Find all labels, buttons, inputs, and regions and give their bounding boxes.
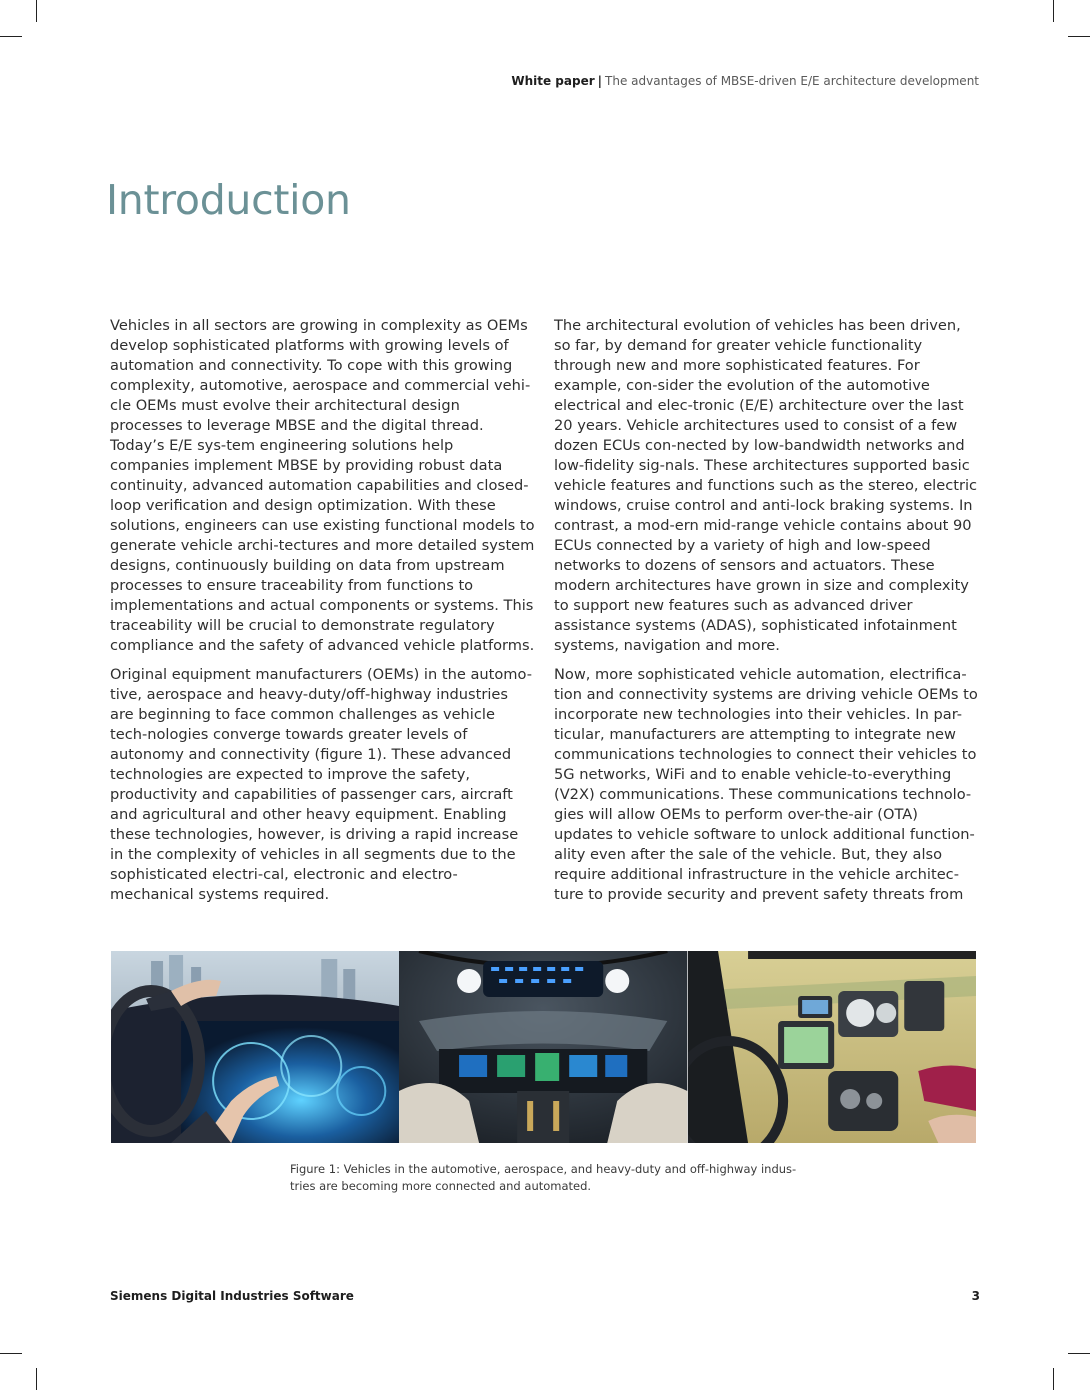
paragraph: The architectural evolution of vehicles has been driven, so far, by demand for greater vehicle functionality through new and more sophisticated features. For example, con-sider the evolution of the automotive electrical and elec-tronic (E/E) architecture over the last 20 years. Vehicle architectures used to consist of a few dozen ECUs con-nected by low-bandwidth networks and low-fidelity sig-nals. These architectures supported basic vehicle features and functions such as the stereo, electric windows, cruise control and anti-lock braking systems. In contrast, a mod-ern mid-range vehicle contains about 90 ECUs connected by a variety of high and low-speed networks to dozens of sensors and actuators. These modern architectures have grown in size and complexity to support new features such as advanced driver assistance systems (ADAS), sophisticated infotainment systems, navigation and more. — [554, 317, 978, 654]
text-column-left — [110, 316, 536, 914]
crop-mark — [1053, 1368, 1054, 1390]
doc-title: The advantages of MBSE-driven E/E architecture development — [605, 74, 979, 88]
crop-mark — [1068, 1353, 1090, 1354]
paragraph: Now, more sophisticated vehicle automation, electrifica-tion and connectivity systems are driving vehicle OEMs to incorporate new technologies into their vehicles. In par-ticular, manufacturers are attempting to integrate new communications technologies to connect their vehicles to 5G networks, WiFi and to enable vehicle-to-everything (V2X) communications. These communications technolo-gies will allow OEMs to perform over-the-air (OTA) updates to vehicle software to unlock additional function-ality even after the sale of the vehicle. But, they also require additional infrastructure in the vehicle architec-ture to provide security and prevent safety threats from — [554, 666, 978, 903]
tractor-cab-photo — [688, 951, 976, 1143]
car-interior-photo — [111, 951, 399, 1143]
footer-company: Siemens Digital Industries Software — [110, 1289, 354, 1303]
page-number: 3 — [971, 1289, 980, 1303]
figure-caption: Figure 1: Vehicles in the automotive, aerospace, and heavy-duty and off-highway indus-tries are becoming more connected and automated. — [290, 1162, 797, 1193]
crop-mark — [36, 0, 37, 22]
page-title: Introduction — [106, 176, 351, 224]
doc-type: White paper — [511, 74, 595, 88]
running-header — [511, 74, 979, 88]
aircraft-cockpit-photo — [399, 951, 687, 1143]
crop-mark — [1068, 36, 1090, 37]
text-column-right — [554, 316, 980, 914]
figure-1 — [111, 951, 976, 1143]
paragraph: Vehicles in all sectors are growing in complexity as OEMs develop sophisticated platforms with growing levels of automation and connectivity. To cope with this growing complexity, automotive, aerospace and commercial vehi-cle OEMs must evolve their architectural design processes to leverage MBSE and the digital thread. Today’s E/E sys-tem engineering solutions help companies implement MBSE by providing robust data continuity, advanced automation capabilities and closed-loop verification and design optimization. With these solutions, engineers can use existing functional models to generate vehicle archi-tectures and more detailed system designs, continuously building on data from upstream processes to ensure traceability from functions to implementations and actual components or systems. This traceability will be crucial to demonstrate regulatory compliance and the safety of advanced vehicle platforms. — [110, 317, 535, 654]
crop-mark — [0, 36, 22, 37]
crop-mark — [0, 1353, 22, 1354]
crop-mark — [36, 1368, 37, 1390]
header-separator: | — [597, 74, 603, 88]
crop-mark — [1053, 0, 1054, 22]
paragraph: Original equipment manufacturers (OEMs) in the automo-tive, aerospace and heavy-duty/off-highway industries are beginning to face common challenges as vehicle tech-nologies converge towards greater levels of autonomy and connectivity (figure 1). These advanced technologies are expected to improve the safety, productivity and capabilities of passenger cars, aircraft and agricultural and other heavy equipment. Enabling these technologies, however, is driving a rapid increase in the complexity of vehicles in all segments due to the sophisticated electri-cal, electronic and electro-mechanical systems required. — [110, 666, 532, 903]
